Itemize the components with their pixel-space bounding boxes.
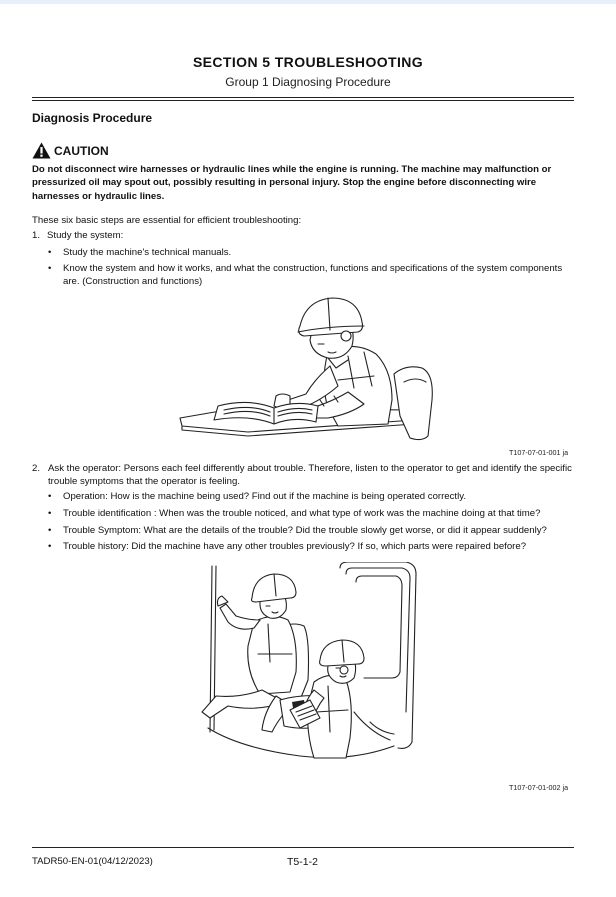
caution-header: [32, 142, 109, 159]
bullet-text: Know the system and how it works, and what the construction, functions and specifications of the system components are. (Construction and functions): [63, 263, 563, 287]
step-1-text: Study the system:: [47, 230, 124, 241]
bullet-text: Trouble identification : When was the trouble noticed, and what type of work was the machine doing at that time?: [63, 508, 541, 519]
footer-rule: [32, 847, 574, 848]
caution-label: CAUTION: [54, 144, 109, 158]
section-title: SECTION 5 TROUBLESHOOTING: [192, 54, 424, 70]
list-item: [48, 524, 576, 537]
header-rule-top: [32, 97, 574, 98]
bullet-icon: •: [48, 247, 52, 258]
step-1-number: 1.: [32, 230, 41, 241]
bullet-text: Trouble Symptom: What are the details of the trouble? Did the trouble slowly get worse, or did it appear suddenly?: [63, 525, 547, 536]
step-1: [32, 229, 123, 242]
warning-triangle-icon: [32, 142, 51, 159]
step-2: [32, 462, 577, 488]
bullet-icon: •: [48, 508, 52, 519]
bullet-icon: •: [48, 263, 52, 274]
viewer-top-bar: [0, 0, 616, 4]
group-title: Group 1 Diagnosing Procedure: [225, 75, 391, 89]
figure-caption: T107-07-01-001 ja: [509, 448, 569, 457]
bullet-icon: •: [48, 541, 52, 552]
list-item: [48, 246, 576, 259]
bullet-text: Operation: How is the machine being used? Find out if the machine is being operated correctly.: [63, 491, 466, 502]
list-item: [48, 490, 576, 503]
bullet-icon: •: [48, 491, 52, 502]
figure-reading-manual: [178, 296, 440, 451]
caution-text: Do not disconnect wire harnesses or hydraulic lines while the engine is running. The machine may malfunction or pressurized oil may spout out, possibly resulting in personal injury. Stop the engine before disconnecting wire harnesses or hydraulic lines.: [32, 164, 552, 202]
step-2-number: 2.: [32, 463, 41, 474]
page-number: T5-1-2: [287, 856, 318, 868]
document-id: TADR50-EN-01(04/12/2023): [32, 856, 153, 867]
intro-text: These six basic steps are essential for efficient troubleshooting:: [32, 215, 302, 226]
bullet-text: Study the machine's technical manuals.: [63, 247, 232, 258]
page-heading: Diagnosis Procedure: [32, 111, 153, 125]
list-item: [48, 507, 576, 520]
header-rule-bottom: [32, 100, 574, 101]
figure-operator-interview: [180, 562, 442, 773]
bullet-icon: •: [48, 525, 52, 536]
figure-caption: T107-07-01-002 ja: [509, 783, 569, 792]
list-item: [48, 540, 576, 553]
list-item: [48, 262, 576, 288]
step-2-text: Ask the operator: Persons each feel differently about trouble. Therefore, listen to the operator to get and identify the specific trouble symptoms that the operator is feeling.: [48, 463, 572, 487]
bullet-text: Trouble history: Did the machine have any other troubles previously? If so, which parts were repaired before?: [63, 541, 527, 552]
